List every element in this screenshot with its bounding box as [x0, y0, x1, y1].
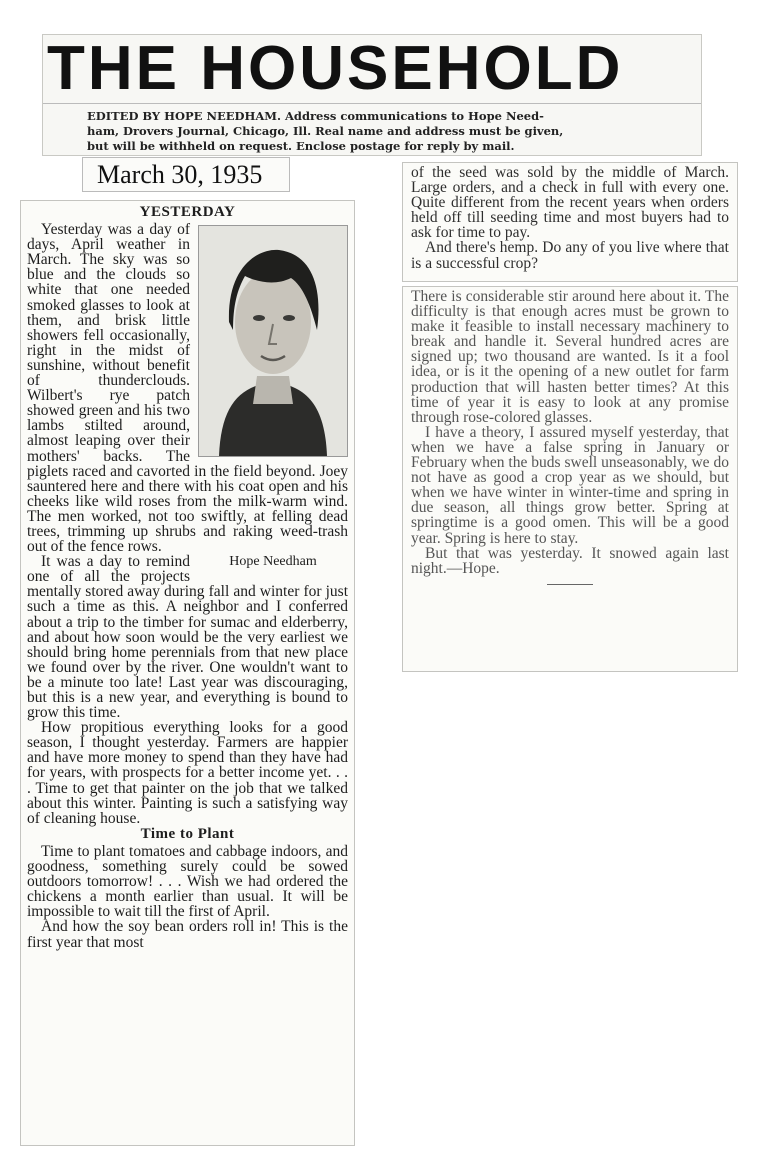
author-portrait: [198, 225, 348, 457]
article-column-1: [20, 200, 355, 1146]
article-paragraph: And how the soy bean orders roll in! This is the first year that most: [27, 918, 348, 951]
article-subheading: Time to Plant: [140, 825, 235, 842]
article-paragraph: How propitious everything looks for a good season, I thought yesterday. Farmers are happier and have more money to spend than they have had for years, with prospects for a better income yet. . . . Time to get that painter on the job that we talked about this winter. Painting is such a satisfying way of cleaning house.: [27, 719, 348, 827]
article-paragraph: Yesterday was a day of days, April weather in March. The sky was so blue and the clouds so white that one needed smoked glasses to look at them, and brisk little showers fell occasionally, right in the midst of sunshine, without benefit of thunderclouds. Wilbert's rye patch showed green and his two lambs stilted around, almost leaping over their mothers' backs. The piglets raced and cavorted in the field beyond. Joey sauntered here and there with his coat open and his cheeks like wild roses from the milk-warm wind. The men worked, not too swiftly, at felling dead trees, trimming up shrubs and raking weed-trash out of the fence rows.: [27, 221, 348, 556]
masthead-editor-notice: EDITED BY HOPE NEEDHAM. Address communications to Hope Need- ham, Drovers Journal, Chicago, Ill. Real name and address must be given, but will be withheld on request. Enclose postage for reply by mail.: [87, 109, 564, 153]
article-paragraph: I have a theory, I assured myself yesterday, that when we have a false spring in January or February when the buds swell unseasonably, we do not have as good a crop year as we should, but when we have winter in winter-time and spring in due season, all things grow better. Spring at springtime is a good omen. This will be a good year. Spring is here to stay.: [411, 423, 729, 547]
article-column-2-bottom: [402, 286, 738, 672]
portrait-caption: Hope Needham: [229, 554, 317, 570]
masthead-title: THE HOUSEHOLD: [47, 34, 624, 103]
article-paragraph: of the seed was sold by the middle of March. Large orders, and a check in full with every one. Quite different from the recent years when orders held off till seeding time and most buyers had to ask for time to pay.: [411, 164, 729, 242]
masthead-rule: [43, 103, 701, 104]
article-heading: YESTERDAY: [139, 204, 236, 220]
masthead: [42, 34, 702, 156]
article-paragraph: Time to plant tomatoes and cabbage indoors, and goodness, something surely could be sowed outdoors tomorrow! . . . Wish we had ordered the chickens a month earlier than usual. It will be impossible to wait till the first of April.: [27, 842, 348, 921]
article-paragraph: But that was yesterday. It snowed again last night.—Hope.: [411, 544, 729, 577]
article-paragraph: There is considerable stir around here about it. The difficulty is that enough acres must be grown to make it feasible to install necessary machinery to break and handle it. Several hundred acres are signed up; two thousand are wanted. Is it a fool idea, or is it the opening of a new outlet for farm production that will hasten better times? At this time of year it is easy to look at any promise through rose-colored glasses.: [411, 288, 729, 426]
issue-date: March 30, 1935: [82, 157, 290, 192]
article-column-2-top: [402, 162, 738, 282]
article-paragraph: It was a day to remind one of all the projects mentally stored away during fall and winter for just such a time as this. A neighbor and I conferred about a trip to the timber for sumac and elderberry, and about how soon would be the very earliest we should bring home perennials from that new place we found over by the river. One wouldn't want to be a minute too late! Last year was discouraging, but this is a new year, and everything is bound to grow this time.: [27, 553, 348, 722]
article-paragraph: And there's hemp. Do any of you live where that is a successful crop?: [411, 239, 729, 272]
portrait-image: [199, 226, 347, 456]
end-rule: [547, 584, 593, 585]
